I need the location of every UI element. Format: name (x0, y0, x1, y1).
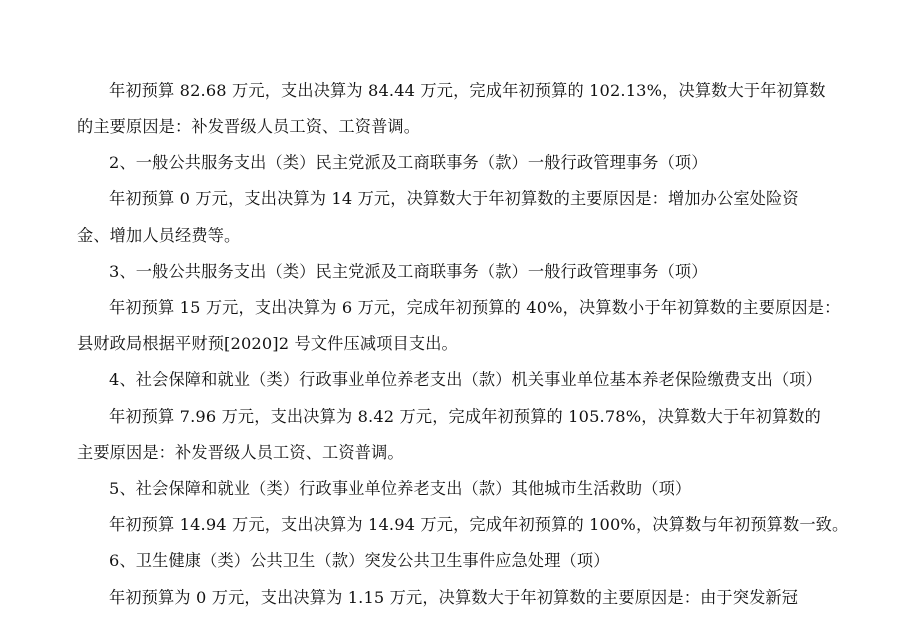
paragraph-line: 县财政局根据平财预[2020]2 号文件压减项目支出。 (77, 334, 458, 353)
section-heading: 3、一般公共服务支出（类）民主党派及工商联事务（款）一般行政管理事务（项） (109, 262, 708, 281)
section-heading: 2、一般公共服务支出（类）民主党派及工商联事务（款）一般行政管理事务（项） (109, 153, 708, 172)
paragraph-line: 的主要原因是：补发晋级人员工资、工资普调。 (77, 117, 421, 136)
paragraph-line: 年初预算为 0 万元，支出决算为 1.15 万元，决算数大于年初算数的主要原因是：由于突发新冠 (109, 588, 799, 607)
paragraph-line: 年初预算 14.94 万元，支出决算为 14.94 万元，完成年初预算的 100%，决算数与年初预算数一致。 (109, 515, 849, 534)
paragraph-line: 主要原因是：补发晋级人员工资、工资普调。 (77, 443, 404, 462)
paragraph-line: 金、增加人员经费等。 (77, 226, 241, 245)
section-heading: 4、社会保障和就业（类）行政事业单位养老支出（款）机关事业单位基本养老保险缴费支出（项） (109, 370, 822, 389)
paragraph-line: 年初预算 7.96 万元，支出决算为 8.42 万元，完成年初预算的 105.78%，决算数大于年初算数的 (109, 407, 821, 426)
paragraph-line: 年初预算 0 万元，支出决算为 14 万元，决算数大于年初算数的主要原因是：增加办公室处险资 (109, 189, 799, 208)
section-heading: 6、卫生健康（类）公共卫生（款）突发公共卫生事件应急处理（项） (109, 551, 610, 570)
section-heading: 5、社会保障和就业（类）行政事业单位养老支出（款）其他城市生活救助（项） (109, 479, 692, 498)
paragraph-line: 年初预算 82.68 万元，支出决算为 84.44 万元，完成年初预算的 102.13%，决算数大于年初算数 (109, 81, 826, 100)
paragraph-line: 年初预算 15 万元，支出决算为 6 万元，完成年初预算的 40%，决算数小于年初算数的主要原因是： (109, 298, 841, 317)
